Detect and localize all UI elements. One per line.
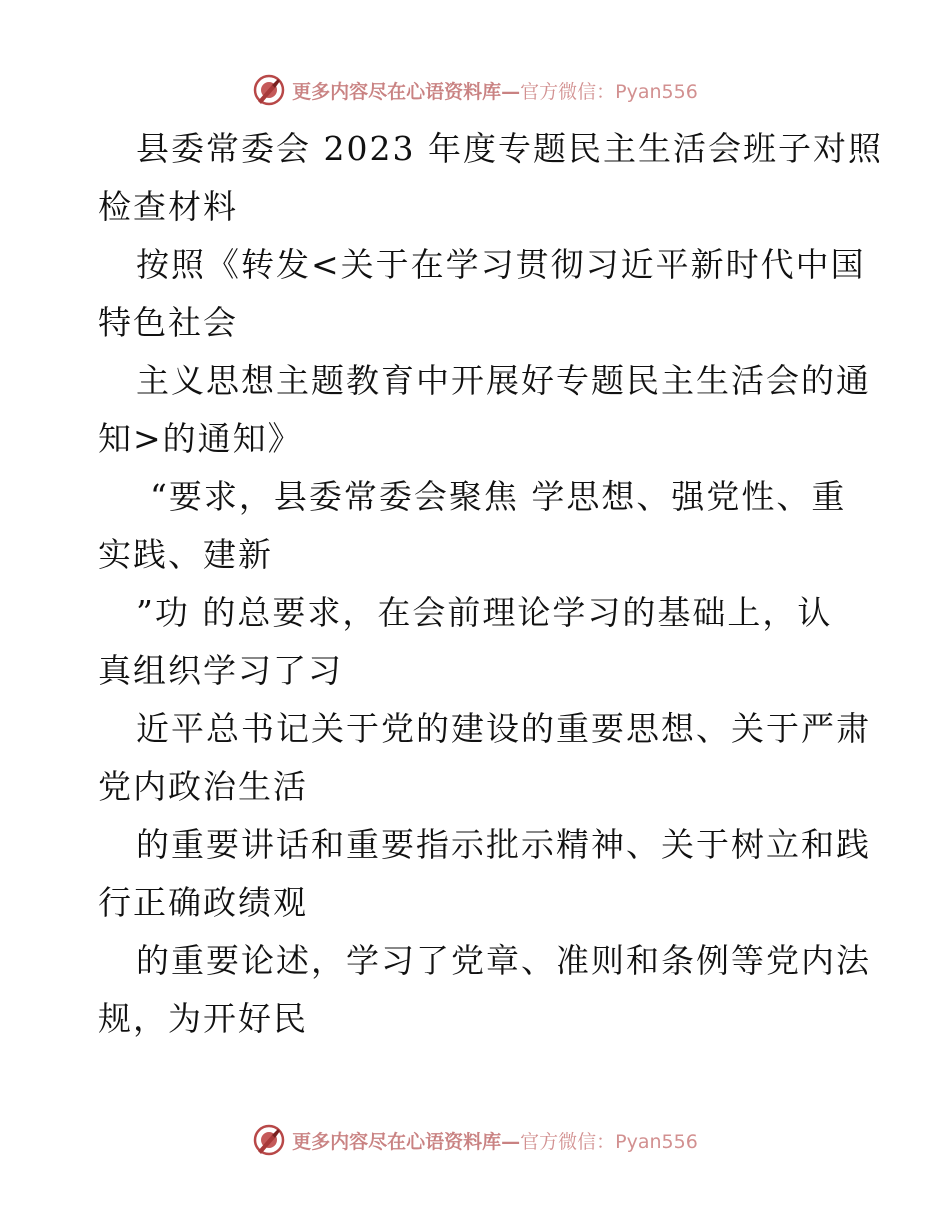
- paragraph-line: “要求，县委常委会聚焦 学思想、强党性、重: [150, 477, 847, 516]
- paragraph-line: 知>的通知》: [98, 419, 303, 458]
- paragraph-line: 的重要论述，学习了党章、准则和条例等党内法: [136, 941, 871, 980]
- paragraph-line: 真组织学习了习: [98, 651, 343, 690]
- paragraph-line: 的重要讲话和重要指示批示精神、关于树立和践: [136, 825, 871, 864]
- pen-logo-icon: [252, 1123, 286, 1157]
- pen-logo-icon: [252, 73, 286, 107]
- watermark-text: 更多内容尽在心语资料库—官方微信：Pyan556: [292, 1130, 698, 1153]
- paragraph-line: 按照《转发<关于在学习贯彻习近平新时代中国: [136, 245, 866, 284]
- paragraph-line: ”功 的总要求，在会前理论学习的基础上，认: [136, 593, 833, 632]
- footer-watermark: [0, 1120, 950, 1160]
- paragraph-line: 主义思想主题教育中开展好专题民主生活会的通: [136, 361, 871, 400]
- document-body: [98, 120, 883, 1048]
- paragraph-line: 特色社会: [98, 303, 238, 342]
- paragraph-line: 实践、建新: [98, 535, 273, 574]
- paragraph-line: 行正确政绩观: [98, 883, 308, 922]
- document-title-line-2: 检查材料: [98, 187, 238, 226]
- header-watermark: [0, 70, 950, 110]
- paragraph-line: 党内政治生活: [98, 767, 308, 806]
- watermark-text: 更多内容尽在心语资料库—官方微信：Pyan556: [292, 80, 698, 103]
- paragraph-line: 近平总书记关于党的建设的重要思想、关于严肃: [136, 709, 871, 748]
- document-title-line-1: 县委常委会 2023 年度专题民主生活会班子对照: [136, 129, 883, 168]
- paragraph-line: 规，为开好民: [98, 999, 308, 1038]
